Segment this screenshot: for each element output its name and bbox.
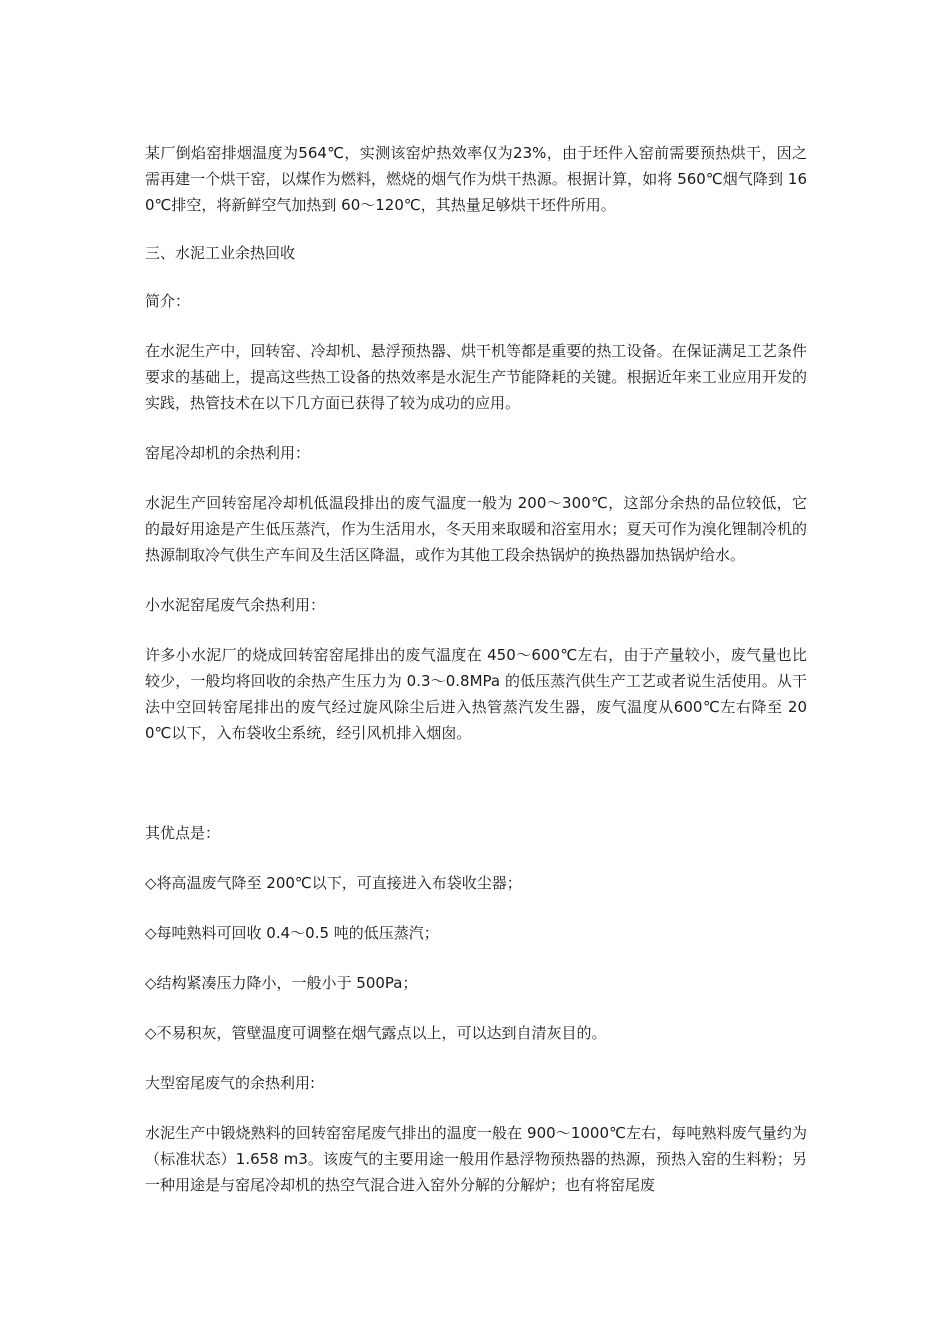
paragraph-large-kiln: 水泥生产中锻烧熟料的回转窑窑尾废气排出的温度一般在 900～1000℃左右，每吨熟料废气量约为（标准状态）1.658 m3。该废气的主要用途一般用作悬浮物预热器的热源，预热入窑的生料粉；另一种用途是与窑尾冷却机的热空气混合进入窑外分解的分解炉；也有将窑尾废	[145, 1124, 807, 1194]
subheading-large-kiln: 大型窑尾废气的余热利用:	[145, 1074, 316, 1092]
subheading-small-kiln: 小水泥窑尾废气余热利用：	[145, 596, 326, 614]
section-heading-cement: 三、水泥工业余热回收	[145, 244, 296, 262]
paragraph-small-kiln: 许多小水泥厂的烧成回转窑窑尾排出的废气温度在 450～600℃左右，由于产量较小，废气量也比较少，一般均将回收的余热产生压力为 0.3～0.8MPa 的低压蒸汽供生产工艺或者说生活使用。从干法中空回转窑尾排出的废气经过旋风除尘后进入热管蒸汽发生器，废气温度从600℃左右降至 200℃以下，入布袋收尘系统，经引风机排入烟囱。	[145, 646, 807, 742]
subheading-cooler: 窑尾冷却机的余热利用：	[145, 444, 311, 462]
subheading-advantages: 其优点是：	[145, 824, 221, 842]
list-item: ◇不易积灰，管壁温度可调整在烟气露点以上，可以达到自清灰目的。	[145, 1024, 607, 1042]
list-item: ◇结构紧凑压力降小，一般小于 500Pa；	[145, 974, 418, 992]
list-item: ◇每吨熟料可回收 0.4～0.5 吨的低压蒸汽；	[145, 924, 439, 942]
subheading-intro: 简介：	[145, 292, 191, 310]
paragraph-cooler: 水泥生产回转窑尾冷却机低温段排出的废气温度一般为 200～300℃，这部分余热的品位较低，它的最好用途是产生低压蒸汽，作为生活用水，冬天用来取暖和浴室用水；夏天可作为溴化锂制冷机的热源制取冷气供生产车间及生活区降温，或作为其他工段余热锅炉的换热器加热锅炉给水。	[145, 494, 807, 564]
paragraph-kiln-exhaust: 某厂倒焰窑排烟温度为564℃，实测该窑炉热效率仅为23%，由于坯件入窑前需要预热烘干，因之需再建一个烘干窑，以煤作为燃料，燃烧的烟气作为烘干热源。根据计算，如将 560℃烟气降到 160℃排空，将新鲜空气加热到 60～120℃，其热量足够烘干坯件所用。	[145, 144, 807, 214]
paragraph-intro: 在水泥生产中，回转窑、冷却机、悬浮预热器、烘干机等都是重要的热工设备。在保证满足工艺条件要求的基础上，提高这些热工设备的热效率是水泥生产节能降耗的关键。根据近年来工业应用开发的实践，热管技术在以下几方面已获得了较为成功的应用。	[145, 342, 807, 412]
document-page	[145, 140, 807, 1198]
list-item: ◇将高温废气降至 200℃以下，可直接进入布袋收尘器；	[145, 874, 522, 892]
